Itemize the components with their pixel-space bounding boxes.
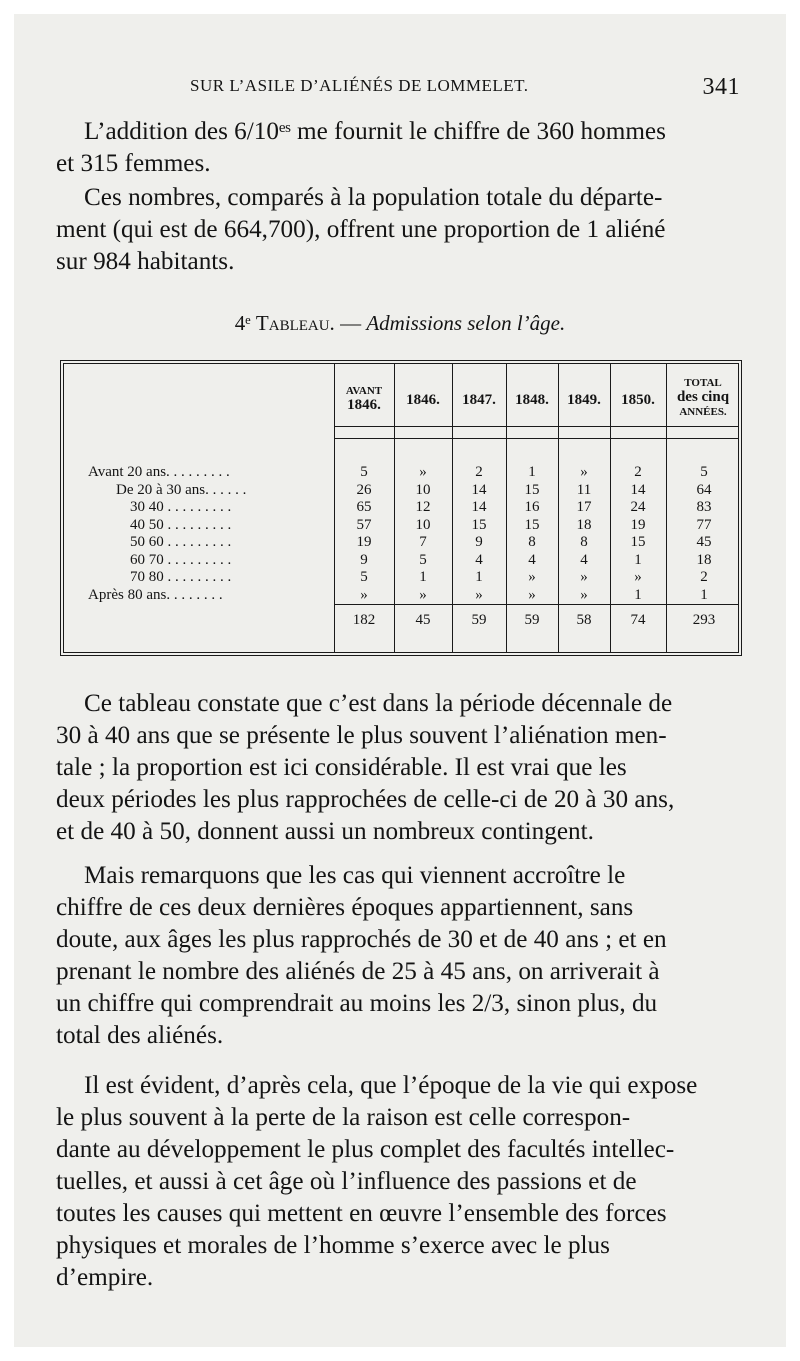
header-avant-1846: AVANT 1846. [345,385,383,413]
table-cell: 1 [475,569,483,585]
table-cell: 4 [528,551,536,568]
text-line: prenant le nombre des aliénés de 25 à 45 ans, on arriverait à [56,958,660,985]
paragraph-5 [56,1070,742,1294]
table-cell: 8 [528,534,536,550]
table-cell: 18 [696,551,712,568]
table-cell: 65 [356,499,372,515]
table-cell: 14 [471,499,487,515]
caption-title: Admissions selon l’âge. [366,311,566,335]
text-line: doute, aux âges les plus rapprochés de 30 et de 40 ans ; et en [56,926,667,953]
paragraph-2 [56,182,742,278]
column-total: 182 [352,612,376,628]
text-line: ment (qui est de 664,700), offrent une proportion de 1 aliéné [56,216,666,243]
running-header [190,76,740,104]
column-total: 45 [415,612,431,628]
table-cell: 9 [475,534,483,550]
table-cell: 17 [576,499,592,515]
table-cell: 77 [696,516,712,533]
header-1850: 1850. [621,392,655,408]
text-line: tuelles, et aussi à cet âge où l’influence des passions et de [56,1168,637,1195]
text-line: Ce tableau constate que c’est dans la période décennale de [84,690,673,717]
column-total: 59 [471,612,487,628]
table-cell: 15 [630,534,646,550]
text-line: Mais remarquons que les cas qui viennent accroître le [84,862,626,889]
table-cell: 1 [528,464,536,480]
table-cell: 10 [415,481,431,498]
table-cell: 2 [475,464,483,480]
row-label: 40 50 . . . . . . . . . [130,516,232,533]
table-cell: » [528,586,536,603]
table-cell: 9 [360,551,368,568]
text-line: 30 à 40 ans que se présente le plus souvent l’aliénation men- [56,722,667,749]
text-line: et 315 femmes. [56,150,211,177]
table-cell: 15 [524,481,540,498]
text-line: un chiffre qui comprendrait au moins les 2/3, sinon plus, du [56,990,658,1017]
table-cell: 15 [524,516,540,533]
table-cell: 5 [419,551,427,568]
table-cell: 4 [580,551,588,568]
page-number: 341 [702,74,740,100]
table-cell: » [580,464,588,480]
table-cell: 14 [471,481,487,498]
table-cell: 57 [356,516,372,533]
table-cell: 1 [634,586,642,603]
table-cell: » [419,464,427,480]
text-line: le plus souvent à la perte de la raison est celle correspon- [56,1104,631,1131]
table-cell: 12 [415,499,431,515]
table-cell: 14 [630,481,646,498]
text-line: Ces nombres, comparés à la population totale du départe- [84,184,663,211]
column-total: 59 [524,612,540,628]
running-title: SUR L’ASILE D’ALIÉNÉS DE LOMMELET. [190,76,529,95]
table-cell: 15 [471,516,487,533]
header-1849: 1849. [567,392,601,408]
table-cell: 2 [634,464,642,480]
table-cell: » [475,586,483,603]
paragraph-3 [56,688,742,848]
text-line: chiffre de ces deux dernières époques appartiennent, sans [56,894,634,921]
table-cell: 1 [700,586,708,603]
row-label: 60 70 . . . . . . . . . [130,551,232,568]
table-cell: » [580,586,588,603]
table-cell: » [580,569,588,585]
table-cell: 19 [356,534,372,550]
column-total: 74 [630,612,646,628]
text-line: deux périodes les plus rapprochées de celle-ci de 20 à 30 ans, [56,786,675,813]
table-cell: 10 [415,516,431,533]
table-cell: 11 [576,481,592,498]
text-line: Il est évident, d’après cela, que l’époque de la vie qui expose [84,1072,698,1099]
table-cell: 45 [696,534,712,550]
text-line: L’addition des 6/10ᵉˢ me fournit le chiffre de 360 hommes [84,118,666,145]
table-cell: 19 [630,516,646,533]
column-total: 58 [576,612,592,628]
header-total: TOTAL des cinq ANNÉES. [676,377,730,418]
table-cell: 5 [700,464,708,480]
text-line: dante au développement le plus complet des facultés intellec- [56,1136,675,1163]
table-cell: » [528,569,536,585]
table-cell: 64 [696,481,712,498]
table-cell: 2 [700,569,708,585]
row-label: Après 80 ans. . . . . . . . [88,586,223,603]
row-label: De 20 à 30 ans. . . . . . [116,481,247,498]
paragraph-4 [56,860,742,1052]
row-label: 50 60 . . . . . . . . . [130,534,232,550]
caption-number: 4ᵉ [234,311,251,335]
caption-dash: — [334,311,367,335]
table-cell: 5 [360,464,368,480]
text-line: toutes les causes qui mettent en œuvre l’ensemble des forces [56,1200,667,1227]
table-caption [0,311,800,336]
row-label: 30 40 . . . . . . . . . [130,499,232,515]
table-cell: » [634,569,642,585]
text-line: total des aliénés. [56,1022,224,1049]
header-1848: 1848. [515,392,549,408]
row-label: 70 80 . . . . . . . . . [130,569,232,585]
table-cell: » [419,586,427,603]
text-line: physiques et morales de l’homme s’exerce avec le plus [56,1232,610,1259]
table-cell: 8 [580,534,588,550]
table-cell: 24 [630,499,646,515]
table-cell: 18 [576,516,592,533]
header-1846: 1846. [406,392,440,408]
header-1847: 1847. [462,392,496,408]
row-label: Avant 20 ans. . . . . . . . . [88,464,230,480]
table-cell: 4 [475,551,483,568]
text-line: et de 40 à 50, donnent aussi un nombreux contingent. [56,818,594,845]
text-line: d’empire. [56,1264,154,1291]
table-cell: 1 [634,551,642,568]
table-cell: 1 [419,569,427,585]
column-total: 293 [692,612,716,628]
table-cell: 5 [360,569,368,585]
table-cell: 83 [696,499,712,515]
admissions-table [60,360,742,656]
table-cell: » [360,586,368,603]
text-line: tale ; la proportion est ici considérable. Il est vrai que les [56,754,627,781]
paragraph-1 [56,116,742,180]
table-cell: 16 [524,499,540,515]
table-cell: 7 [419,534,427,550]
caption-word: Tableau. [255,311,335,335]
table-cell: 26 [356,481,372,498]
text-line: sur 984 habitants. [56,248,235,275]
